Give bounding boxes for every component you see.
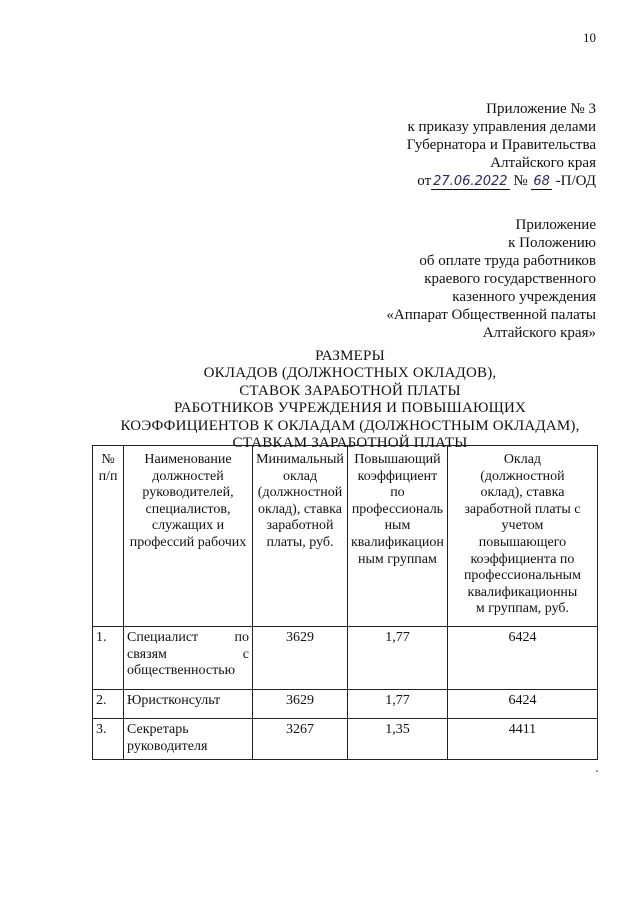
table-row xyxy=(93,689,598,719)
table-row xyxy=(93,719,598,759)
annex3-line: Алтайского края xyxy=(490,155,596,171)
annex3-date-line xyxy=(407,172,596,191)
annex2-line: казенного учреждения xyxy=(452,289,596,305)
header-line: должностей xyxy=(152,468,224,484)
page-number: 10 xyxy=(583,30,596,45)
header-line: Наименование xyxy=(144,452,232,467)
cell-position: Юристконсульт xyxy=(124,689,253,719)
header-cell-min-salary xyxy=(253,446,348,627)
cell-result-salary: 6424 xyxy=(447,689,597,719)
annex3-header xyxy=(407,100,596,191)
header-line: профессиональным xyxy=(463,568,581,584)
header-cell-position xyxy=(124,446,253,627)
header-line: профессий рабочих xyxy=(129,534,247,550)
title-line: ОКЛАДОВ (ДОЛЖНОСТНЫХ ОКЛАДОВ), xyxy=(203,365,497,382)
annex2-line: Алтайского края» xyxy=(482,325,596,341)
table-row xyxy=(93,626,598,689)
cell-coefficient: 1,77 xyxy=(348,689,448,719)
header-line: платы, руб. xyxy=(266,534,334,550)
cell-min-salary: 3629 xyxy=(253,689,348,719)
header-line: Повышающий xyxy=(354,452,441,467)
cell-coefficient: 1,35 xyxy=(348,719,448,759)
title-line: РАБОТНИКОВ УЧРЕЖДЕНИЯ И ПОВЫШАЮЩИХ xyxy=(173,400,527,417)
cell-number: 1. xyxy=(93,626,124,689)
cell-number: 3. xyxy=(93,719,124,759)
cell-position: Специалист по связям с общественностью xyxy=(124,626,253,689)
title-line: СТАВКАМ ЗАРАБОТНОЙ ПЛАТЫ xyxy=(232,435,468,452)
annex3-line: к приказу управления делами xyxy=(407,119,596,135)
scan-speck xyxy=(596,770,598,772)
cell-result-salary: 6424 xyxy=(447,626,597,689)
annex2-line: «Аппарат Общественной палаты xyxy=(386,307,596,323)
date-prefix: от xyxy=(417,173,432,189)
header-line: по xyxy=(390,485,405,501)
handwritten-date: 27.06.2022 xyxy=(433,174,508,189)
header-line: заработной xyxy=(266,518,334,534)
header-line: оклад xyxy=(282,468,318,484)
header-line: (должностной xyxy=(257,485,343,501)
cell-number: 2. xyxy=(93,689,124,719)
handwritten-number: 68 xyxy=(533,174,550,189)
annex3-line: Губернатора и Правительства xyxy=(406,137,596,153)
annex2-line: к Положению xyxy=(508,235,596,251)
header-line: повышающего xyxy=(478,534,567,550)
header-cell-number xyxy=(93,446,124,627)
annex2-header xyxy=(386,216,596,342)
cell-min-salary: 3267 xyxy=(253,719,348,759)
header-line: учетом xyxy=(501,518,544,534)
header-line: служащих и xyxy=(151,518,225,534)
number-sign: № xyxy=(513,173,528,189)
header-line: ным группам xyxy=(358,551,437,567)
cell-min-salary: 3629 xyxy=(253,626,348,689)
annex2-line: Приложение xyxy=(515,217,596,233)
header-line: ным xyxy=(384,518,411,534)
header-cell-coefficient xyxy=(348,446,448,627)
header-line: Оклад xyxy=(503,452,542,467)
header-line: (должностной xyxy=(480,468,565,484)
title-line: КОЭФФИЦИЕНТОВ К ОКЛАДАМ (ДОЛЖНОСТНЫМ ОКЛАДАМ), xyxy=(120,417,580,434)
document-title xyxy=(60,348,640,452)
number-suffix: -П/ОД xyxy=(555,173,596,189)
header-line: Минимальный xyxy=(256,452,344,467)
header-line: № xyxy=(101,452,115,467)
header-line: м группам, руб. xyxy=(475,601,570,617)
title-line: СТАВОК ЗАРАБОТНОЙ ПЛАТЫ xyxy=(239,382,461,399)
title-line: РАЗМЕРЫ xyxy=(315,348,385,364)
header-line: оклад), ставка xyxy=(258,501,342,517)
annex3-line: Приложение № 3 xyxy=(486,101,596,117)
table-header-row xyxy=(93,446,598,627)
cell-position: Секретарь руководителя xyxy=(124,719,253,759)
header-cell-result-salary xyxy=(447,446,597,627)
header-line: оклад), ставка xyxy=(480,485,565,501)
cell-result-salary: 4411 xyxy=(447,719,597,759)
annex2-line: краевого государственного xyxy=(424,271,596,287)
header-line: заработной платы с xyxy=(464,501,581,517)
salary-table xyxy=(92,445,598,760)
header-line: специалистов, xyxy=(145,501,231,517)
header-line: коэффициент xyxy=(357,468,438,484)
header-line: руководителей, xyxy=(142,485,234,501)
annex2-line: об оплате труда работников xyxy=(419,253,596,269)
header-line: коэффициента по xyxy=(470,551,575,567)
cell-coefficient: 1,77 xyxy=(348,626,448,689)
header-line: п/п xyxy=(98,468,118,484)
header-line: профессиональ xyxy=(351,501,444,517)
header-line: квалификационны xyxy=(467,584,578,600)
header-line: квалификацион xyxy=(351,534,444,550)
